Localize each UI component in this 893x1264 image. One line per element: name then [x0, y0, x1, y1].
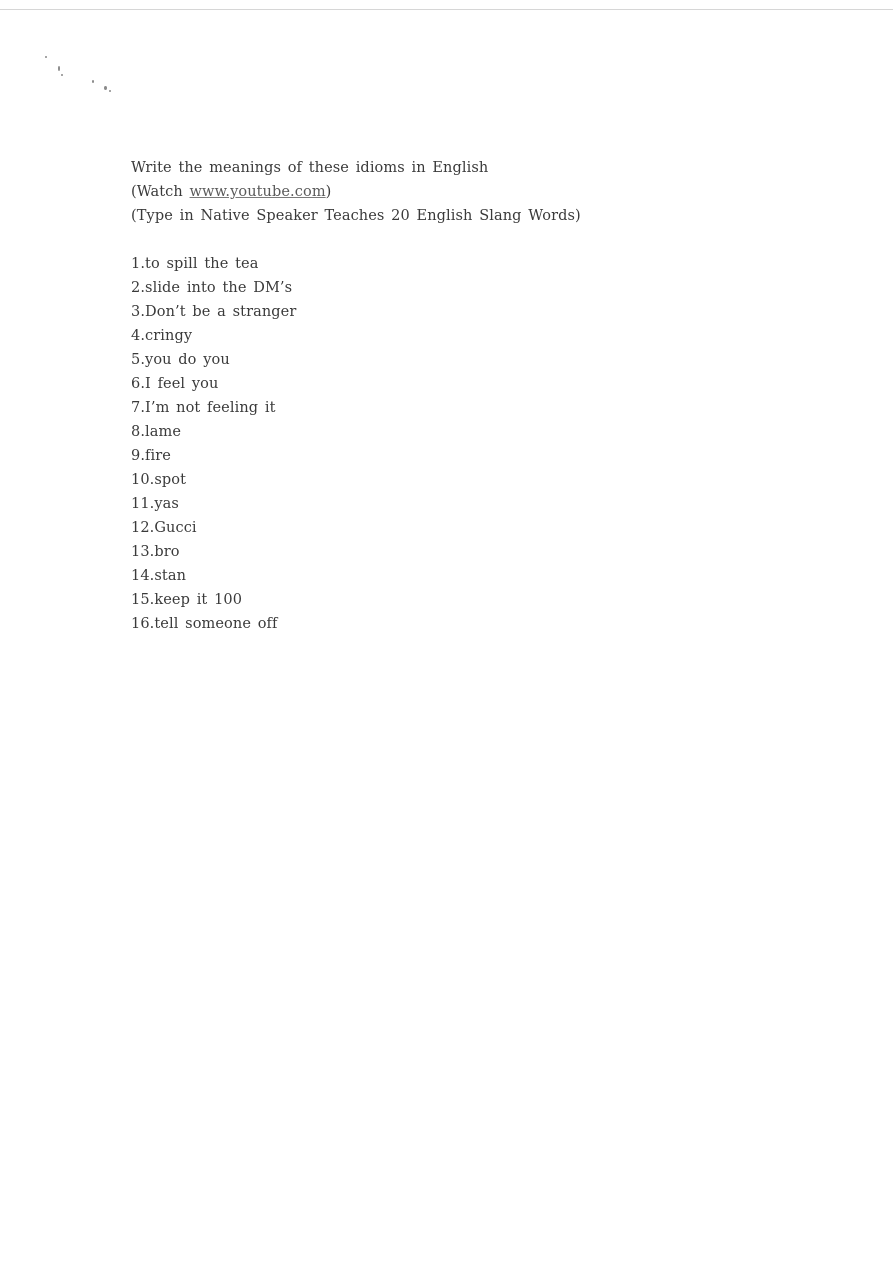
list-item: 16.tell someone off — [131, 616, 278, 632]
instruction-title: Write the meanings of these idioms in English — [131, 160, 489, 176]
instructions — [131, 156, 831, 228]
scan-speck — [104, 86, 107, 90]
instruction-watch-prefix: (Watch — [131, 184, 190, 200]
instruction-watch-suffix: ) — [325, 184, 332, 200]
list-item: 11.yas — [131, 496, 179, 512]
list-item: 5.you do you — [131, 352, 230, 368]
list-item: 1.to spill the tea — [131, 256, 259, 272]
list-item: 9.fire — [131, 448, 171, 464]
list-item: 3.Don’t be a stranger — [131, 304, 297, 320]
list-item: 6.I feel you — [131, 376, 219, 392]
scan-speck — [92, 80, 94, 83]
idiom-list — [131, 252, 831, 636]
list-item: 7.I’m not feeling it — [131, 400, 276, 416]
scan-edge-line — [0, 9, 893, 10]
scan-speck — [61, 74, 63, 76]
list-item: 8.lame — [131, 424, 182, 440]
youtube-link[interactable]: www.youtube.com — [189, 184, 326, 200]
list-item: 13.bro — [131, 544, 180, 560]
list-item: 12.Gucci — [131, 520, 197, 536]
scan-speck — [58, 66, 60, 71]
instruction-search: (Type in Native Speaker Teaches 20 English Slang Words) — [131, 208, 581, 224]
scan-speck — [109, 90, 111, 92]
list-item: 4.cringy — [131, 328, 193, 344]
list-item: 15.keep it 100 — [131, 592, 243, 608]
worksheet-content — [131, 156, 831, 636]
list-item: 2.slide into the DM’s — [131, 280, 293, 296]
list-item: 14.stan — [131, 568, 187, 584]
instruction-watch — [131, 180, 831, 204]
scan-speck — [45, 56, 47, 58]
list-item: 10.spot — [131, 472, 187, 488]
